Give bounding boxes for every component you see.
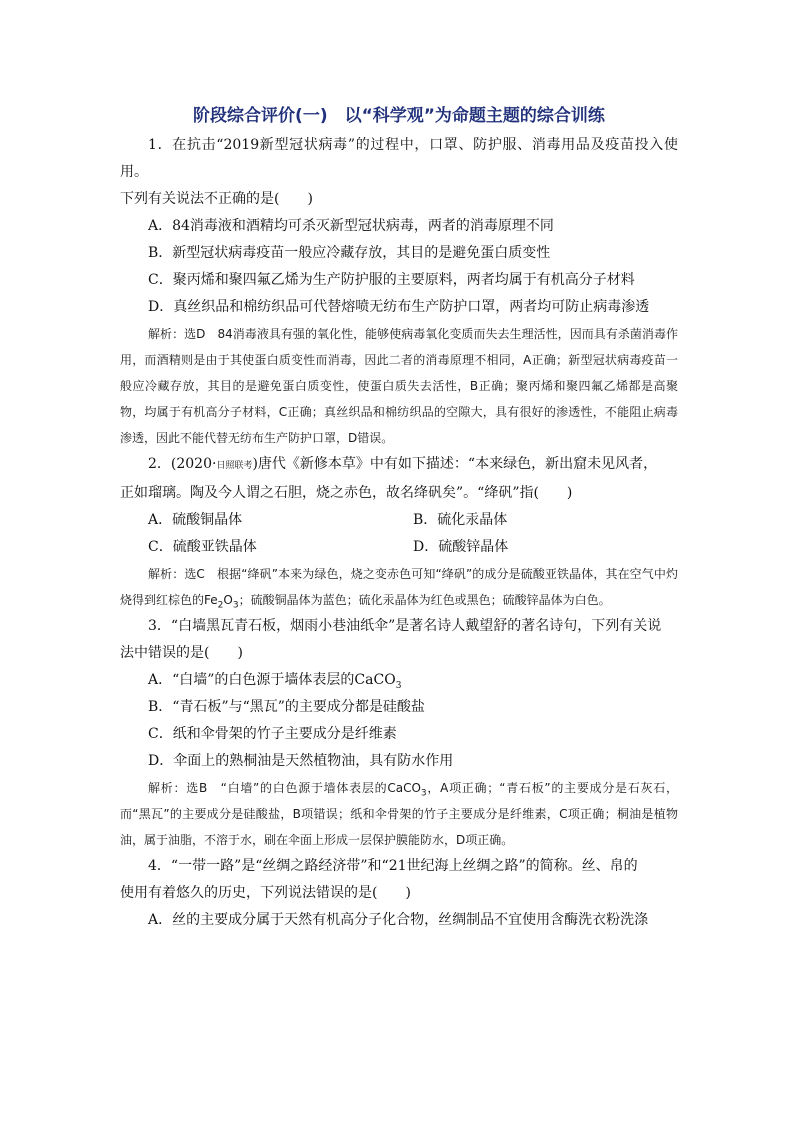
question-4-option-a: A．丝的主要成分属于天然有机高分子化合物，丝绸制品不宜使用含酶洗衣粉洗涤 xyxy=(148,912,649,928)
question-2-stem xyxy=(120,451,678,480)
question-2-solution-subscript: 2 xyxy=(217,600,224,611)
question-2-solution-text: 解析：选C 根据“绛矾”本来为绿色，烧之变赤色可知“绛矾”的成分是硫酸亚铁晶体，其在空气中灼烧得到红棕色的Fe xyxy=(120,567,678,607)
question-3 xyxy=(120,613,678,853)
question-2-solution-text-end: ；硫酸铜晶体为蓝色；硫化汞晶体为红色或黑色；硫酸锌晶体为白色。 xyxy=(238,593,611,607)
question-1-solution: 解析：选D 84消毒液具有强的氧化性，能够使病毒氧化变质而失去生理活性，因而具有杀菌消毒作用，而酒精则是由于其使蛋白质变性而消毒，因此二者的消毒原理不相同，A正确；新型冠状病毒疫苗一般应冷藏存放，其目的是避免蛋白质变性，使蛋白质失去活性，B正确；聚丙烯和聚四氟乙烯都是高聚物，均属于有机高分子材料，C正确；真丝织品和棉纺织品的空隙大，具有很好的渗透性，不能阻止病毒渗透，因此不能代替无纺布生产防护口罩，D错误。 xyxy=(120,327,678,445)
question-2-option-c: C．硫酸亚铁晶体 xyxy=(148,539,257,555)
question-3-solution xyxy=(120,775,678,853)
question-1 xyxy=(120,132,678,451)
question-2-stem-cont: 正如瑠璃。陶及今人谓之石胆，烧之赤色，故名绛矾矣”。“绛矾”指( ) xyxy=(120,485,573,501)
page-title: 阶段综合评价(一) 以“科学观”为命题主题的综合训练 xyxy=(193,106,605,126)
question-2-option-d: D．硫酸锌晶体 xyxy=(413,539,509,555)
question-1-stem-cont: 下列有关说法不正确的是( ) xyxy=(120,191,313,207)
question-1-option-d: D．真丝织品和棉纺织品可代替熔喷无纺布生产防护口罩，两者均可防止病毒渗透 xyxy=(148,299,650,315)
question-1-stem-line1: 1．在抗击“2019新型冠状病毒”的过程中，口罩、防护服、消毒用品及疫苗投入使用。 xyxy=(120,137,678,180)
question-3-option-d: D．伞面上的熟桐油是天然植物油，具有防水作用 xyxy=(148,753,454,769)
question-2-option-a: A．硫酸铜晶体 xyxy=(148,512,243,528)
question-3-option-a xyxy=(120,667,678,694)
question-2-options-row-2 xyxy=(120,534,678,561)
question-1-option-c: C．聚丙烯和聚四氟乙烯为生产防护服的主要原料，两者均属于有机高分子材料 xyxy=(148,272,635,288)
question-2-solution xyxy=(120,561,678,613)
question-2-solution-subscript: 3 xyxy=(232,600,239,611)
question-2-source: 日照联考 xyxy=(216,461,253,471)
question-4 xyxy=(120,853,678,934)
question-3-stem-cont: 法中错误的是( ) xyxy=(120,645,243,661)
question-3-option-a-subscript: 3 xyxy=(395,680,402,691)
question-3-solution-subscript: 3 xyxy=(420,788,427,799)
question-2-number: 2．(2020· xyxy=(148,456,217,472)
question-3-option-c: C．纸和伞骨架的竹子主要成分是纤维素 xyxy=(148,726,397,742)
question-2-option-b: B．硫化汞晶体 xyxy=(413,512,508,528)
question-3-solution-text-end: ，A项正确；“青石板”的主要成分是石灰石，而“黑瓦”的主要成分是硅酸盐，B项错误；纸和伞骨架的竹子主要成分是纤维素，C项正确；桐油是植物油，属于油脂，不溶于水，刷在伞面上形成一层保护膜能防水，D项正确。 xyxy=(120,781,678,847)
question-3-option-b: B．“青石板”与“黑瓦”的主要成分都是硅酸盐 xyxy=(148,699,425,715)
document-page xyxy=(120,100,678,934)
question-4-stem-cont: 使用有着悠久的历史，下列说法错误的是( ) xyxy=(120,885,411,901)
question-1-option-b: B．新型冠状病毒疫苗一般应冷藏存放，其目的是避免蛋白质变性 xyxy=(148,245,551,261)
question-1-stem xyxy=(120,132,678,186)
question-3-option-a-text: A．“白墙”的白色源于墙体表层的CaCO xyxy=(148,672,396,688)
question-4-stem: 4．“一带一路”是“丝绸之路经济带”和“21世纪海上丝绸之路”的简称。丝、帛的 xyxy=(148,858,638,874)
question-1-option-a: A．84消毒液和酒精均可杀灭新型冠状病毒，两者的消毒原理不同 xyxy=(148,218,554,234)
question-2-stem-text: )唐代《新修本草》中有如下描述：“本来绿色，新出窟未见风者， xyxy=(252,456,658,472)
question-2-solution-formula: O xyxy=(223,593,233,607)
question-2 xyxy=(120,451,678,613)
question-3-solution-text: 解析：选B “白墙”的白色源于墙体表层的CaCO xyxy=(148,781,421,795)
question-3-stem: 3．“白墙黑瓦青石板，烟雨小巷油纸伞”是著名诗人戴望舒的著名诗句，下列有关说 xyxy=(148,618,662,634)
question-2-options-row-1 xyxy=(120,507,678,534)
